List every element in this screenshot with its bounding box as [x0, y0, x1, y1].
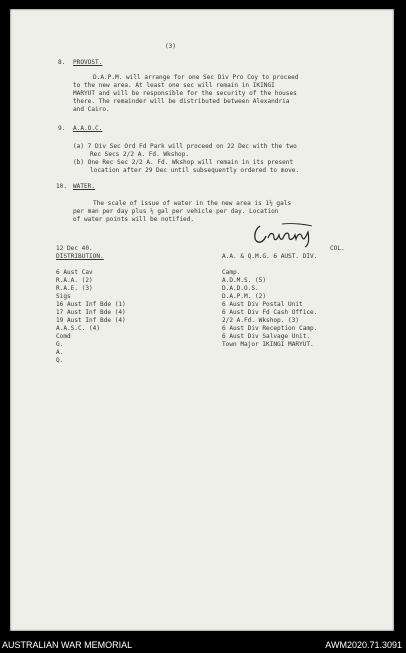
section-10-heading: WATER.	[73, 183, 96, 190]
distribution-left-item: 16 Aust Inf Bde (1)	[56, 301, 126, 308]
distribution-left-item: 17 Aust Inf Bde (4)	[56, 309, 126, 316]
distribution-right-item: Camp.	[222, 269, 241, 276]
distribution-right-item: 6 Aust Div Postal Unit	[222, 301, 303, 308]
section-9-line: location after 29 Dec until subsequently ordered to move.	[90, 167, 300, 174]
distribution-left-item: G.	[56, 341, 64, 348]
distribution-right-item: A.D.M.S. (5)	[222, 277, 267, 284]
distribution-left-item: R.A.E. (3)	[56, 285, 93, 292]
handwritten-signature	[252, 220, 314, 248]
section-8-line: to the new area. At least one sec will remain in IKINGI	[73, 82, 275, 89]
section-8-line: there. The remainder will be distributed between Alexandria	[73, 98, 290, 105]
distribution-heading: DISTRIBUTION.	[56, 253, 104, 260]
section-9-line: Rec Secs 2/2 A. Fd. Wkshop.	[90, 151, 190, 158]
distribution-right-item: 2/2 A.Fd. Wkshop. (3)	[222, 317, 300, 324]
section-8-line: D.A.P.M. will arrange for one Sec Div Pro Coy to proceed	[93, 74, 299, 81]
section-8-heading: PROVOST.	[73, 59, 103, 66]
section-8-line: MARYUT and will be responsible for the security of the houses	[73, 90, 297, 97]
distribution-left-item: A.A.S.C. (4)	[56, 325, 101, 332]
section-10-line: per man per day plus ½ gal per vehicle per day. Location	[73, 208, 279, 215]
distribution-left-item: Q.	[56, 357, 64, 364]
section-9-line: (b) One Rec Sec 2/2 A. Fd. Wkshop will remain in its present	[73, 159, 294, 166]
distribution-left-item: R.A.A. (2)	[56, 277, 93, 284]
distribution-left-item: Sigs	[56, 293, 71, 300]
archive-caption-right: AWM2020.71.3091	[325, 640, 402, 650]
section-10-number: 10.	[56, 183, 68, 190]
section-8-number: 8.	[58, 59, 66, 66]
section-8-line: and Cairo.	[73, 106, 110, 113]
section-9-number: 9.	[58, 125, 66, 132]
distribution-right-item: 6 Aust Div Salvage Unit.	[222, 333, 311, 340]
signature-title: A.A. & Q.M.G. 6 AUST. DIV.	[222, 253, 318, 260]
section-10-line: of water points will be notified.	[73, 216, 195, 223]
distribution-right-item: Town Major IKINGI MARYUT.	[222, 341, 314, 348]
distribution-left-item: 6 Aust Cav	[56, 269, 93, 276]
distribution-right-item: 6 Aust Div Reception Camp.	[222, 325, 318, 332]
archive-caption-left: AUSTRALIAN WAR MEMORIAL	[2, 640, 133, 650]
distribution-left-item: Comd	[56, 333, 71, 340]
distribution-right-item: D.A.P.M. (2)	[222, 293, 267, 300]
distribution-left-item: 19 Aust Inf Bde (4)	[56, 317, 126, 324]
page-number: (3)	[165, 43, 177, 50]
distribution-left-item: A.	[56, 349, 64, 356]
document-date: 12 Dec 40.	[56, 245, 93, 252]
distribution-right-item: 6 Aust Div Fd Cash Office.	[222, 309, 318, 316]
section-9-heading: A.A.O.C.	[73, 125, 103, 132]
distribution-right-item: D.A.D.O.S.	[222, 285, 259, 292]
section-10-line: The scale of issue of water in the new area is 1½ gals	[93, 200, 292, 207]
signature-rank: COL.	[330, 245, 345, 252]
section-9-line: (a) 7 Div Sec Ord Fd Park will proceed on 22 Dec with the two	[73, 143, 297, 150]
